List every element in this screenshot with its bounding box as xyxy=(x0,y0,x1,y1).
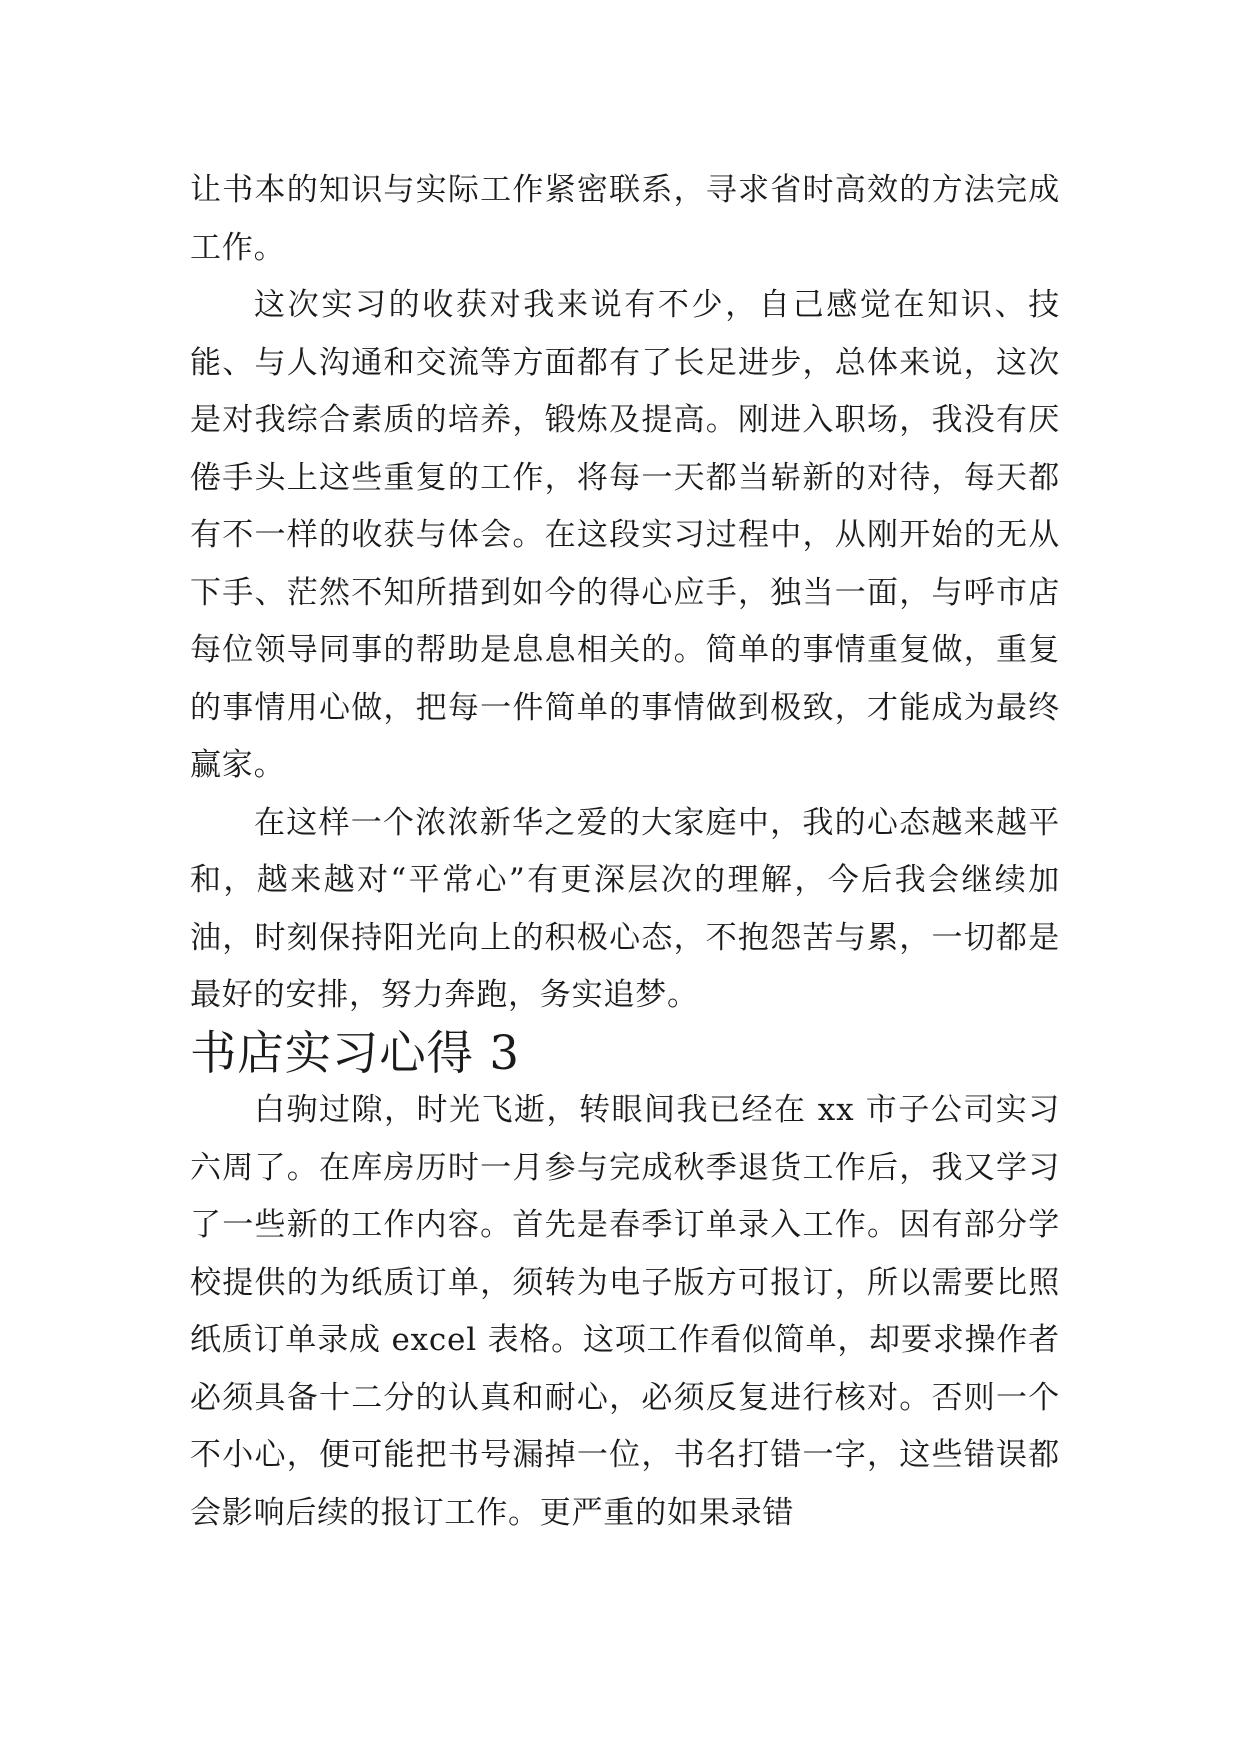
paragraph-continuation: 让书本的知识与实际工作紧密联系，寻求省时高效的方法完成工作。 xyxy=(190,172,1060,266)
paragraph-mindset: 在这样一个浓浓新华之爱的大家庭中，我的心态越来越平和，越来越对“平常心”有更深层次的理解，今后我会继续加油，时刻保持阳光向上的积极心态，不抱怨苦与累，一切都是最好的安排，努力奔跑，务实追梦。 xyxy=(190,804,1060,1013)
document-body xyxy=(190,162,1060,1542)
section-heading: 书店实习心得 3 xyxy=(190,1025,520,1080)
paragraph-internship-gains: 这次实习的收获对我来说有不少，自己感觉在知识、技能、与人沟通和交流等方面都有了长足进步，总体来说，这次是对我综合素质的培养，锻炼及提高。刚进入职场，我没有厌倦手头上这些重复的工作，将每一天都当崭新的对待，每天都有不一样的收获与体会。在这段实习过程中，从刚开始的无从下手、茫然不知所措到如今的得心应手，独当一面，与呼市店每位领导同事的帮助是息息相关的。简单的事情重复做，重复的事情用心做，把每一件简单的事情做到极致，才能成为最终赢家。 xyxy=(190,287,1060,783)
paragraph-section-3-body: 白驹过隙，时光飞逝，转眼间我已经在 xx 市子公司实习六周了。在库房历时一月参与完成秋季退货工作后，我又学习了一些新的工作内容。首先是春季订单录入工作。因有部分学校提供的为纸质订单，须转为电子版方可报订，所以需要比照纸质订单录成 excel 表格。这项工作看似简单，却要求操作者必须具备十二分的认真和耐心，必须反复进行核对。否则一个不小心，便可能把书号漏掉一位，书名打错一字，这些错误都会影响后续的报订工作。更严重的如果录错 xyxy=(190,1092,1060,1531)
